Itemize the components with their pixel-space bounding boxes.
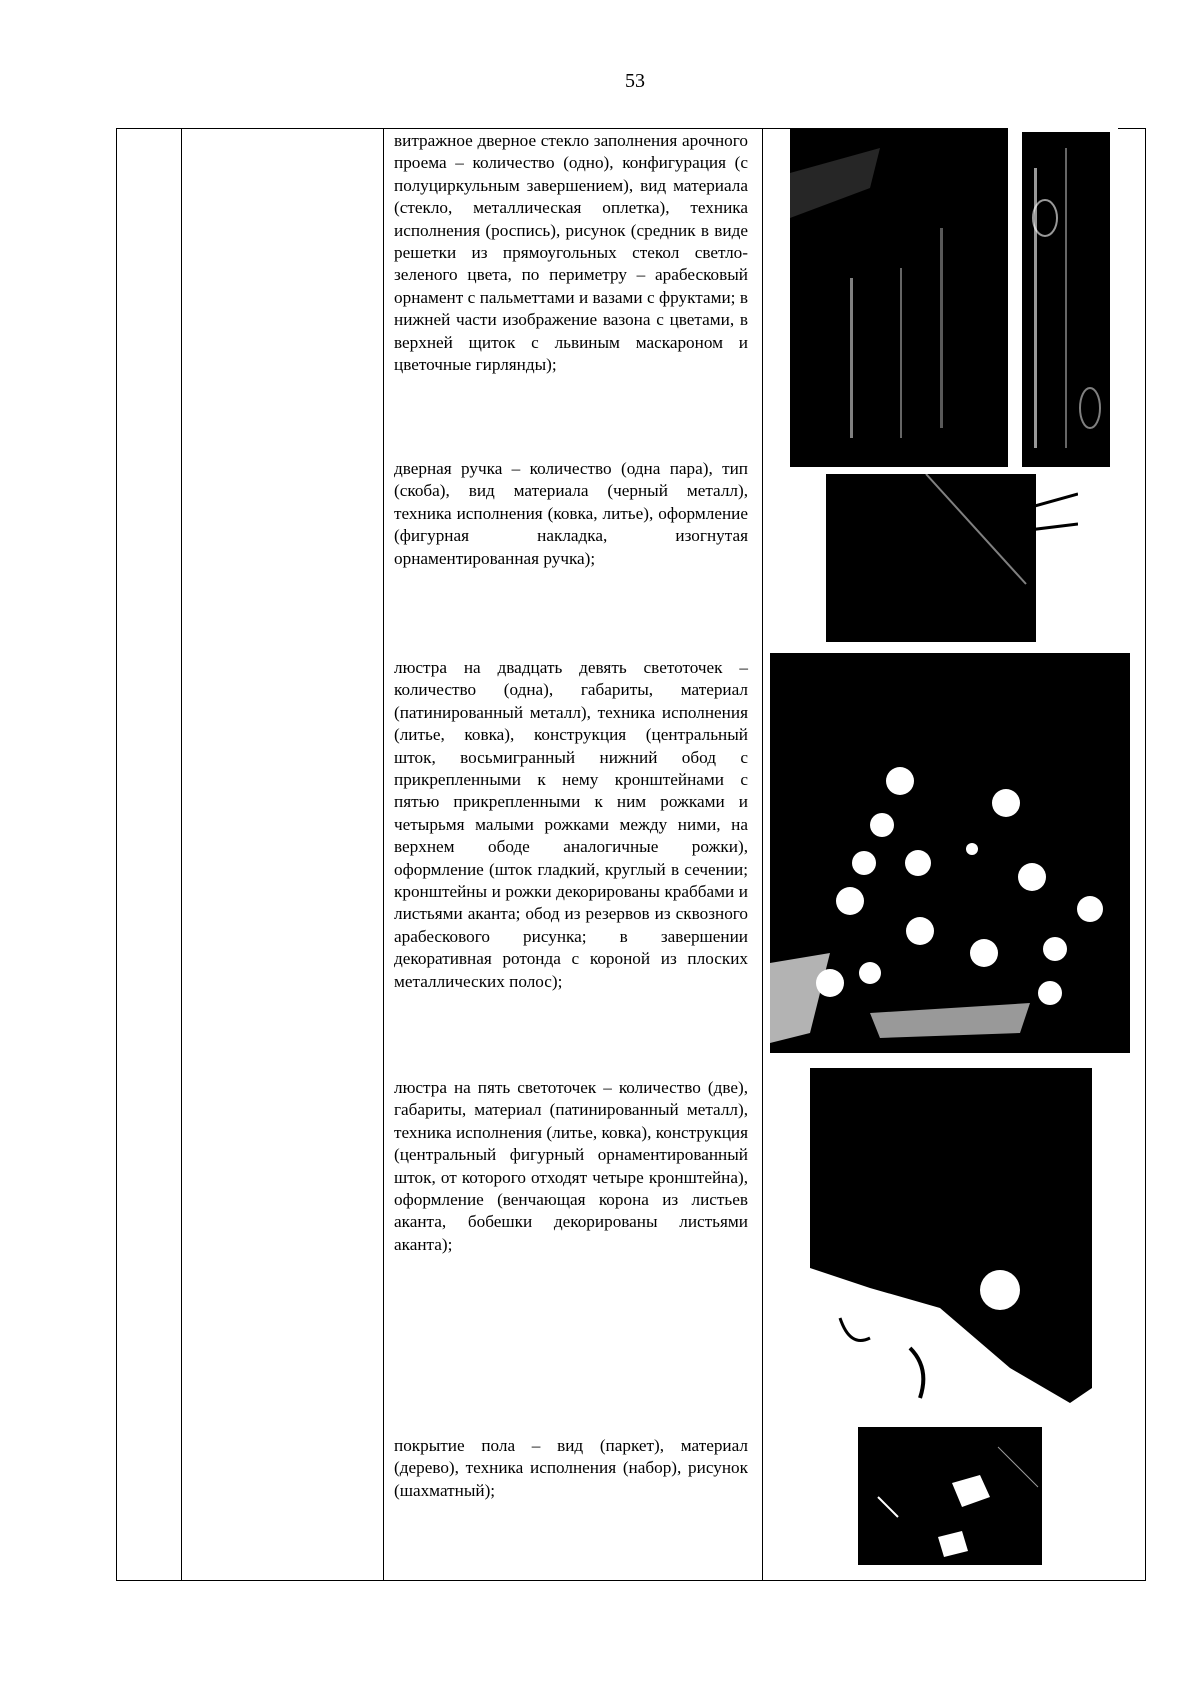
column-divider-2 bbox=[383, 129, 384, 1580]
photo-stained-glass-door bbox=[790, 128, 1118, 467]
item-description-chandelier-5: люстра на пять светоточек – количество (две), габариты, материал (патинированный металл), техника исполнения (литье, ковка), конструкция (центральный фигурный орнаментированный шток, от которого отходят четыре кронштейна), оформление (венчающая корона из листьев аканта, бобешки декорированы листьями аканта); bbox=[394, 1078, 748, 1254]
photo-chandelier-5-lights bbox=[810, 1068, 1092, 1420]
photo-chandelier-29-lights bbox=[770, 653, 1130, 1053]
photo-parquet-floor bbox=[858, 1427, 1042, 1565]
item-description-stained-glass: витражное дверное стекло заполнения арочного проема – количество (одно), конфигурация (с полуциркульным завершением), вид материала (стекло, металлическая оплетка), техника исполнения (роспись), рисунок (средник в виде решетки из прямоугольных стекол светло-зеленого цвета, по периметру – арабесковый орнамент с пальметтами и вазами с фруктами; в нижней части изображение вазона с цветами, в верхней щиток с львиным маскароном и цветочные гирлянды); bbox=[394, 131, 748, 375]
item-description-door-handle: дверная ручка – количество (одна пара), тип (скоба), вид материала (черный металл), техника исполнения (ковка, литье), оформление (фигурная накладка, изогнутая орнаментированная ручка); bbox=[394, 459, 748, 568]
column-divider-1 bbox=[181, 129, 182, 1580]
photo-door-handle bbox=[826, 474, 1078, 642]
item-description-parquet: покрытие пола – вид (паркет), материал (дерево), техника исполнения (набор), рисунок (шахматный); bbox=[394, 1436, 748, 1500]
column-divider-3 bbox=[762, 129, 763, 1580]
item-description-chandelier-29: люстра на двадцать девять светоточек – количество (одна), габариты, материал (патинированный металл), техника исполнения (литье, ковка), конструкция (центральный шток, восьмигранный нижний обод с прикрепленными к нему кронштейнами с пятью прикрепленными к ним рожками и четырьмя малыми рожками между ними, на верхнем ободе аналогичные рожки), оформление (шток гладкий, круглый в сечении; кронштейны и рожки декорированы краббами и листьями аканта; обод из резервов из сквозного арабескового рисунка; в завершении декоративная ротонда с короной из плоских металлических полос); bbox=[394, 658, 748, 991]
page-number: 53 bbox=[625, 70, 645, 92]
